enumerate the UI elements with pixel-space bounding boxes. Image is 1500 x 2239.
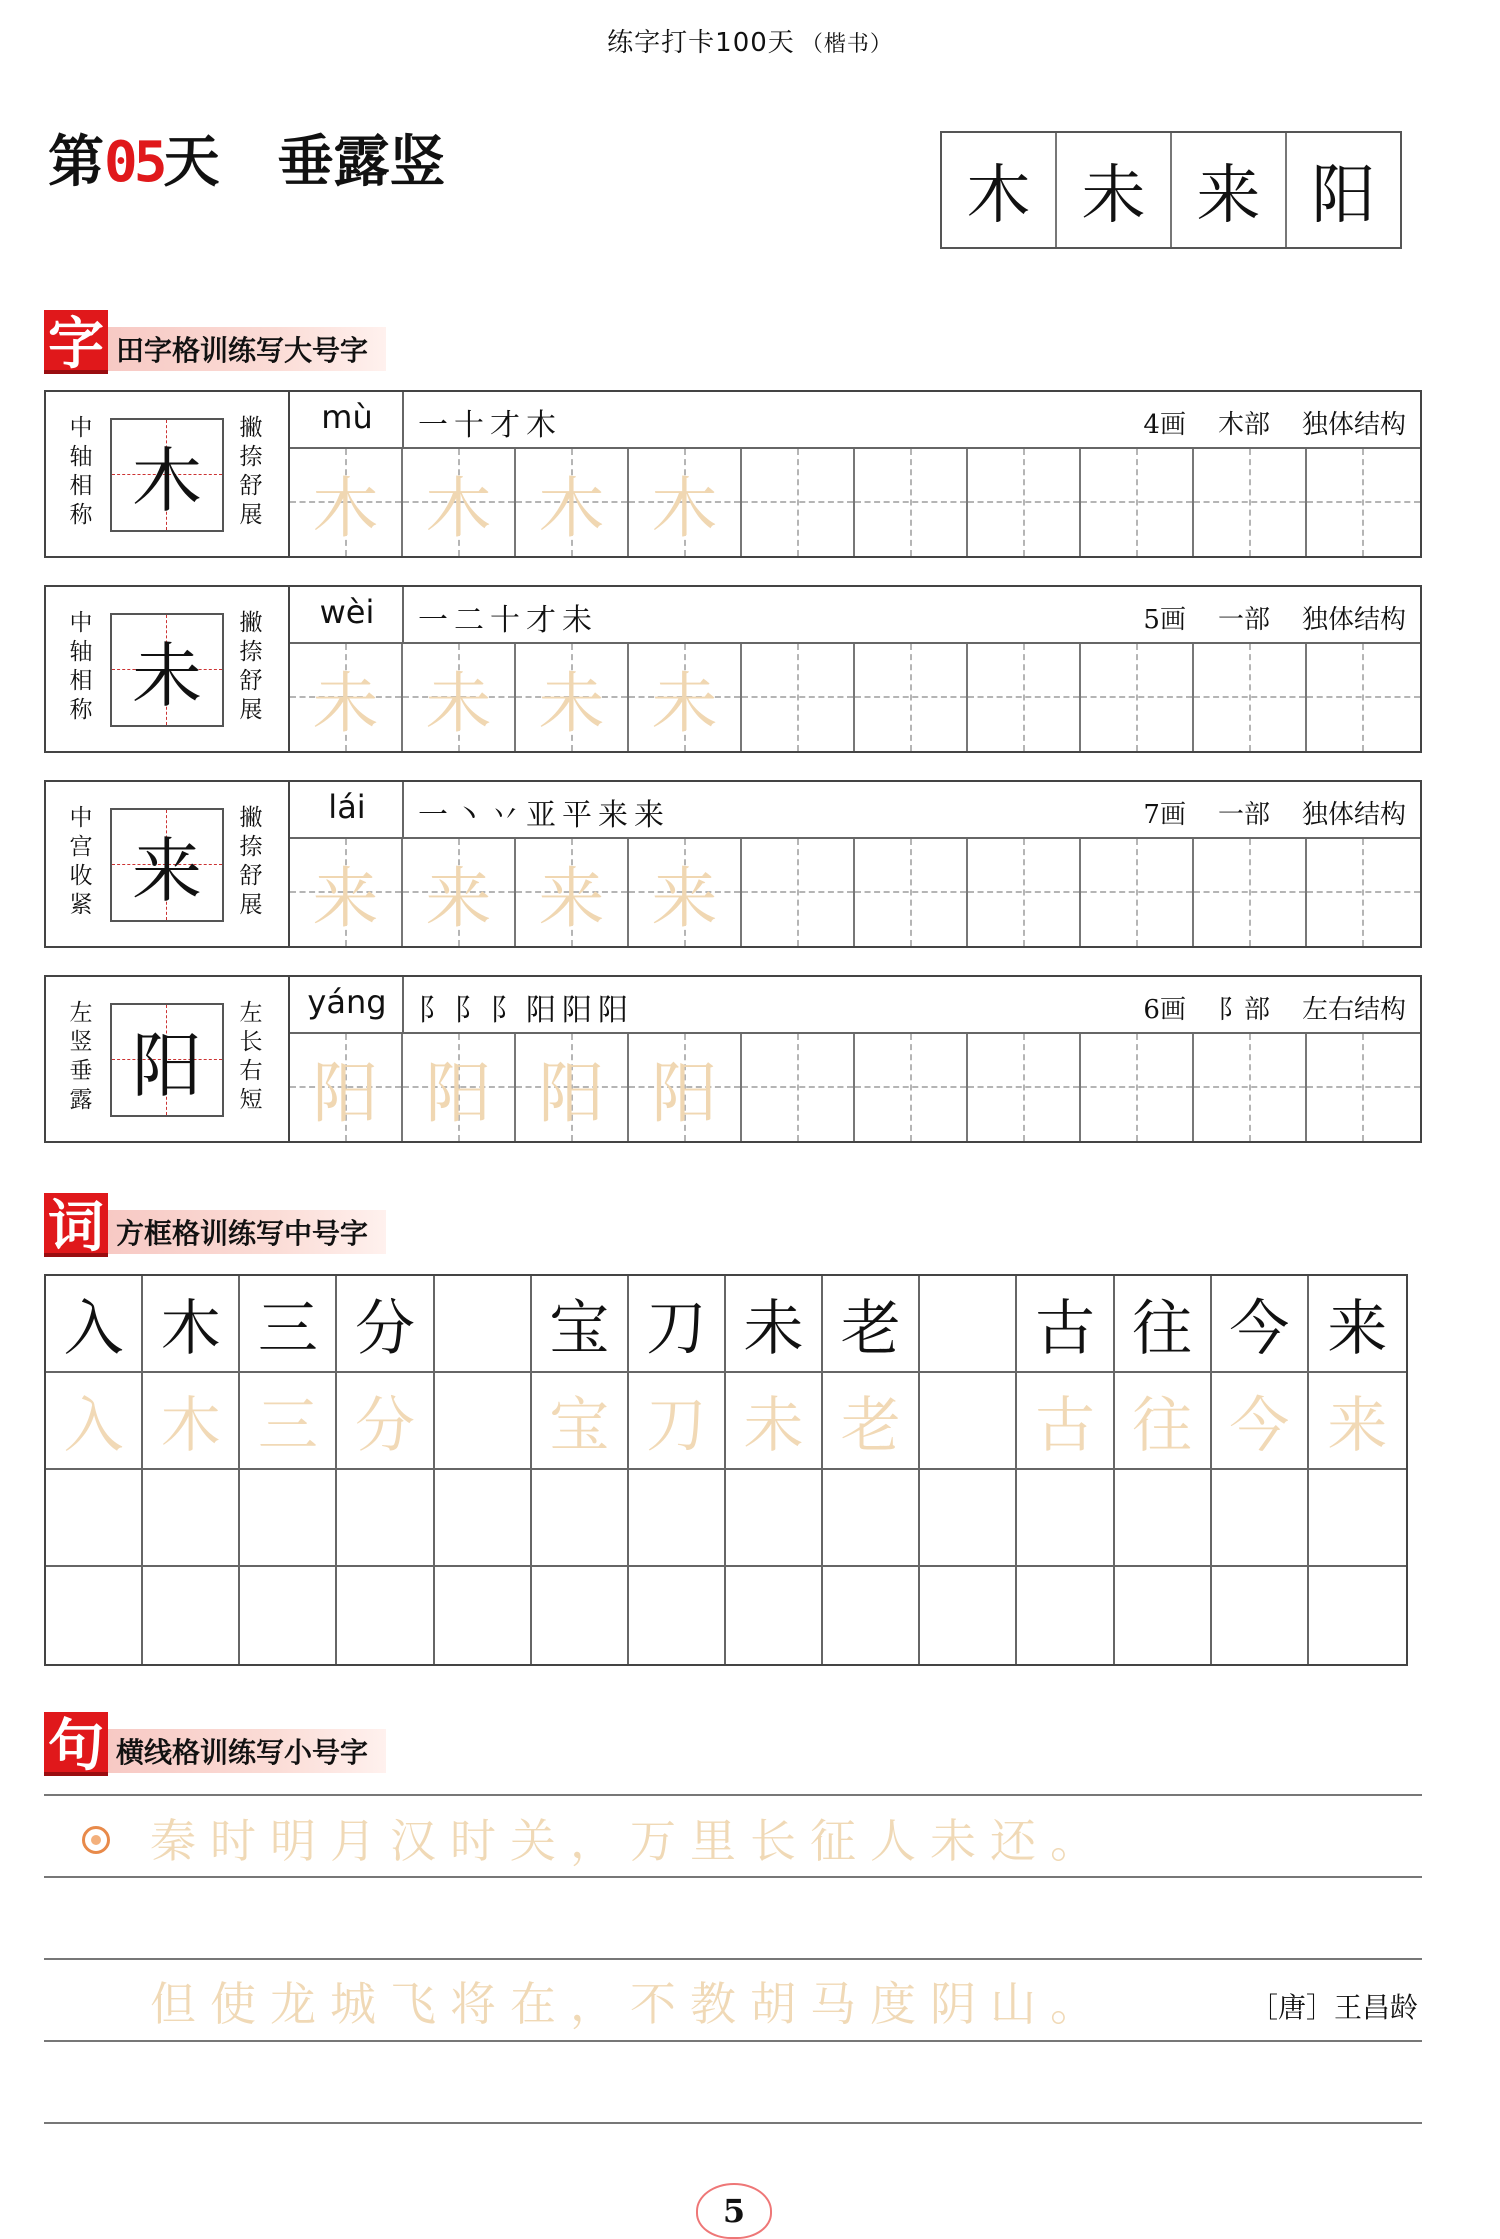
section-badge: 字 [44,310,108,374]
day-prefix: 第 [48,129,104,195]
structure: 独体结构 [1301,605,1406,635]
book-subtitle: （楷书） [800,32,893,57]
preview-char-strip [940,131,1402,249]
preview-char: 来 [1172,133,1287,247]
tian-grid-cell [1307,1034,1420,1141]
tian-grid [290,1034,1420,1141]
tian-grid-cell [516,644,629,751]
pinyin: mù [321,398,373,436]
char-meta [1111,794,1406,831]
word-cell: 分 [337,1373,434,1468]
writing-line [44,1876,1422,1878]
tian-grid-cell [968,839,1081,946]
char-meta [1111,404,1406,441]
trace-char: 来 [312,860,379,937]
tian-grid [290,449,1420,556]
word-cell [920,1373,1017,1468]
word-cell [532,1567,629,1664]
tian-grid [290,644,1420,751]
section-medium-header [44,1193,386,1260]
stroke-order: 阝阝阝阳阳阳 [418,993,634,1028]
radical: 木部 [1217,410,1270,440]
word-cell: 老 [823,1373,920,1468]
word-cell: 刀 [629,1276,726,1371]
tian-grid-cell [968,1034,1081,1141]
model-char-box [110,613,224,727]
preview-char: 阳 [1311,159,1376,233]
section-small-header [44,1712,386,1779]
pinyin: lái [328,788,366,826]
section-label: 方框格训练写中号字 [108,1210,386,1254]
word-cell [337,1470,434,1565]
char-practice-row [44,780,1422,948]
stroke-order: 一丶丷亚平来来 [418,798,670,833]
word-cell [46,1567,143,1664]
writing-line [44,1794,1422,1796]
word-cell: 木 [143,1373,240,1468]
tian-grid [290,839,1420,946]
writing-line [44,2122,1422,2124]
pinyin: yáng [307,983,387,1021]
tian-grid-cell [742,449,855,556]
word-cell: 宝 [532,1276,629,1371]
writing-line [44,2040,1422,2042]
day-number: 05 [104,130,164,195]
stroke-count: 7画 [1143,800,1186,830]
word-cell: 木 [143,1276,240,1371]
flower-icon [82,1826,110,1854]
day-topic: 垂露竖 [277,129,446,195]
right-hint: 左长右短 [239,1000,263,1113]
word-model-row [46,1276,1406,1373]
word-cell [240,1567,337,1664]
stroke-order: 一二十才未 [418,603,598,638]
word-cell [46,1470,143,1565]
section-badge: 词 [44,1193,108,1257]
tian-grid-cell [1307,449,1420,556]
word-cell [1017,1470,1114,1565]
tian-grid-cell [629,839,742,946]
poem-line-2: 但使龙城飞将在，不教胡马度阴山。 [150,1977,1110,2031]
tian-grid-cell [516,1034,629,1141]
preview-char: 木 [942,133,1057,247]
tian-grid-cell [403,1034,516,1141]
word-cell [240,1470,337,1565]
word-cell [143,1567,240,1664]
word-cell: 来 [1327,1390,1388,1461]
section-badge: 句 [44,1712,108,1776]
tian-grid-cell [742,1034,855,1141]
trace-char: 未 [651,665,718,742]
word-cell [435,1373,532,1468]
tian-grid-cell [516,839,629,946]
tian-grid-cell [855,1034,968,1141]
word-cell [629,1470,726,1565]
word-cell [1115,1567,1212,1664]
word-cell: 古 [1017,1276,1114,1371]
tian-grid-cell [968,644,1081,751]
word-cell: 分 [337,1276,434,1371]
trace-char: 来 [538,860,605,937]
tian-grid-cell [1307,644,1420,751]
word-cell [823,1567,920,1664]
tian-grid-cell [855,449,968,556]
pinyin: wèi [319,593,375,631]
tian-grid-cell [742,839,855,946]
section-label: 横线格训练写小号字 [108,1729,386,1773]
trace-char: 木 [425,470,492,547]
word-cell [143,1470,240,1565]
word-cell: 三 [240,1276,337,1371]
trace-char: 木 [312,470,379,547]
trace-char: 阳 [312,1055,379,1132]
radical: 一部 [1217,605,1270,635]
preview-char: 未 [1057,133,1172,247]
structure: 独体结构 [1301,800,1406,830]
tian-grid-cell [1081,644,1194,751]
word-cell: 入 [46,1373,143,1468]
left-hint: 中宫收紧 [69,805,93,918]
model-char: 未 [132,634,202,717]
tian-grid-cell [403,839,516,946]
word-cell [1115,1470,1212,1565]
word-cell: 古 [1017,1373,1114,1468]
model-char: 来 [132,829,202,912]
tian-grid-cell [290,449,403,556]
word-cell: 今 [1212,1276,1309,1371]
right-hint: 撇捺舒展 [239,610,263,723]
tian-grid-cell [290,839,403,946]
stroke-count: 5画 [1143,605,1186,635]
trace-char: 未 [538,665,605,742]
radical: 一部 [1217,800,1270,830]
word-cell: 往 [1115,1373,1212,1468]
writing-line [44,1958,1422,1960]
radical: 阝部 [1217,995,1270,1025]
right-hint: 撇捺舒展 [239,805,263,918]
tian-grid-cell [855,644,968,751]
word-cell: 往 [1115,1276,1212,1371]
day-suffix: 天 [163,129,220,195]
word-cell [726,1470,823,1565]
char-practice-row [44,390,1422,558]
word-cell [920,1276,1017,1371]
tian-grid-cell [1081,449,1194,556]
section-label: 田字格训练写大号字 [108,327,386,371]
trace-char: 阳 [651,1055,718,1132]
char-practice-row [44,975,1422,1143]
tian-grid-cell [855,839,968,946]
left-hint: 中轴相称 [69,415,93,528]
word-cell [920,1470,1017,1565]
stroke-count: 6画 [1143,995,1186,1025]
word-cell [1212,1470,1309,1565]
tian-grid-cell [629,1034,742,1141]
tian-grid-cell [1194,1034,1307,1141]
word-cell [1212,1567,1309,1664]
word-trace-row [46,1373,1406,1470]
tian-grid-cell [1194,644,1307,751]
model-char: 木 [132,439,202,522]
tian-grid-cell [290,644,403,751]
poem-line-1: 秦时明月汉时关，万里长征人未还。 [150,1814,1110,1868]
word-cell [435,1567,532,1664]
tian-grid-cell [968,449,1081,556]
structure: 独体结构 [1301,410,1406,440]
word-blank-row [46,1567,1406,1664]
word-cell [435,1276,532,1371]
word-practice-grid [44,1274,1408,1666]
page-number: 5 [696,2183,772,2239]
model-char: 阳 [132,1024,202,1107]
left-hint: 左竖垂露 [69,1000,93,1113]
word-cell [1309,1567,1406,1664]
word-cell [532,1470,629,1565]
word-cell [1017,1567,1114,1664]
word-cell [1309,1470,1406,1565]
word-cell [435,1470,532,1565]
tian-grid-cell [629,644,742,751]
right-hint: 撇捺舒展 [239,415,263,528]
model-char-box [110,1003,224,1117]
word-cell: 宝 [532,1373,629,1468]
tian-grid-cell [629,449,742,556]
trace-char: 未 [425,665,492,742]
book-title: 练字打卡100天 [607,28,795,58]
tian-grid-cell [1194,839,1307,946]
stroke-count: 4画 [1143,410,1186,440]
model-char-box [110,808,224,922]
book-header [0,22,1500,59]
tian-grid-cell [516,449,629,556]
word-blank-row [46,1470,1406,1567]
tian-grid-cell [1307,839,1420,946]
char-meta [1111,599,1406,636]
char-practice-row [44,585,1422,753]
trace-char: 阳 [425,1055,492,1132]
trace-char: 未 [312,665,379,742]
stroke-order: 一十才木 [418,408,562,443]
left-hint: 中轴相称 [69,610,93,723]
word-cell: 今 [1212,1373,1309,1468]
trace-char: 来 [651,860,718,937]
poem-author: ［唐］王昌龄 [1249,1991,1418,2024]
trace-char: 阳 [538,1055,605,1132]
word-cell: 刀 [629,1373,726,1468]
day-title [48,118,445,198]
char-meta [1111,989,1406,1026]
word-cell [337,1567,434,1664]
trace-char: 来 [425,860,492,937]
word-cell [823,1470,920,1565]
tian-grid-cell [1081,839,1194,946]
tian-grid-cell [403,644,516,751]
word-cell [920,1567,1017,1664]
word-cell [629,1567,726,1664]
tian-grid-cell [403,449,516,556]
structure: 左右结构 [1301,995,1406,1025]
word-cell: 三 [240,1373,337,1468]
tian-grid-cell [742,644,855,751]
word-cell: 老 [823,1276,920,1371]
word-cell: 未 [726,1373,823,1468]
word-cell: 未 [726,1276,823,1371]
trace-char: 木 [538,470,605,547]
model-char-box [110,418,224,532]
word-cell: 入 [46,1276,143,1371]
tian-grid-cell [1081,1034,1194,1141]
tian-grid-cell [290,1034,403,1141]
word-cell [726,1567,823,1664]
trace-char: 木 [651,470,718,547]
word-cell: 来 [1327,1293,1388,1364]
tian-grid-cell [1194,449,1307,556]
section-large-header [44,310,386,377]
